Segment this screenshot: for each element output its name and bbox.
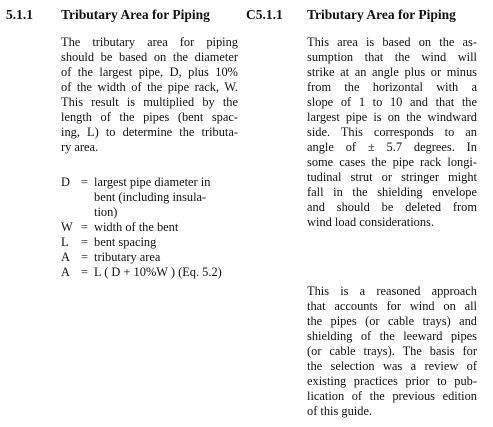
commentary-title: Tributary Area for Piping	[307, 7, 456, 22]
commentary-paragraph-2	[307, 284, 477, 419]
definition-line: tributary area	[94, 250, 161, 264]
definition-line: width of the bent	[94, 220, 179, 234]
definition-equals: =	[81, 235, 88, 249]
paragraph-line: side. This corresponds to an	[307, 125, 477, 139]
paragraph-line: ry area.	[61, 140, 99, 154]
definition-equals: =	[81, 220, 88, 234]
definition-equals: =	[81, 175, 88, 189]
paragraph-line: of the largest pipe, D, plus 10%	[61, 65, 238, 79]
equation-text	[94, 265, 246, 280]
definition-line: largest pipe diameter in	[94, 175, 211, 189]
paragraph-line: and should be deleted from	[307, 200, 477, 214]
definition-item	[61, 175, 246, 220]
paragraph-line: the pipes (or cable trays) and	[307, 314, 477, 328]
definitions-list	[61, 175, 246, 280]
paragraph-line: sumption that the wind will	[307, 50, 477, 64]
definition-text	[94, 250, 246, 265]
paragraph-line: that accounts for wind on all	[307, 299, 477, 313]
paragraph-line: of the width of the pipe rack, W.	[61, 80, 238, 94]
paragraph-line: should be based on the diameter	[61, 50, 238, 64]
paragraph-line: shielding of the leeward pipes	[307, 329, 477, 343]
definition-line: tion)	[94, 205, 118, 219]
paragraph-line: slope of 1 to 10 and that the	[307, 95, 477, 109]
definition-item	[61, 250, 246, 265]
definition-symbol: L	[61, 235, 69, 249]
definition-line: bent spacing	[94, 235, 157, 249]
definition-symbol: D	[61, 175, 70, 189]
equation-line: L ( D + 10%W ) (Eq. 5.2)	[94, 265, 222, 279]
paragraph-line: length of the pipes (bent spac-	[61, 110, 238, 124]
definition-text	[94, 235, 246, 250]
commentary-number: C5.1.1	[246, 7, 283, 22]
paragraph-line: lication of the previous edition	[307, 389, 477, 403]
paragraph-line: angle of ± 5.7 degrees. In	[307, 140, 477, 154]
paragraph-line: fall in the shielding envelope	[307, 185, 477, 199]
section-number: 5.1.1	[6, 7, 33, 22]
section-paragraph	[61, 35, 238, 155]
paragraph-line: existing practices prior to pub-	[307, 374, 477, 388]
paragraph-line: tudinal strut or stringer might	[307, 170, 477, 184]
paragraph-line: the selection was a review of	[307, 359, 477, 373]
paragraph-line: The tributary area for piping	[61, 35, 238, 49]
paragraph-line: This is a reasoned approach	[307, 284, 477, 298]
section-title: Tributary Area for Piping	[61, 7, 210, 22]
definition-text	[94, 175, 246, 220]
definition-symbol: A	[61, 265, 70, 279]
definition-item	[61, 220, 246, 235]
paragraph-line: ing, L) to determine the tributa-	[61, 125, 238, 139]
paragraph-line: This result is multiplied by the	[61, 95, 238, 109]
definition-equals: =	[81, 250, 88, 264]
definition-equals: =	[81, 265, 88, 279]
paragraph-line: from the horizontal with a	[307, 80, 477, 94]
paragraph-line: wind load considerations.	[307, 215, 434, 229]
definition-item	[61, 235, 246, 250]
definition-symbol: A	[61, 250, 70, 264]
paragraph-line: strike at an angle plus or minus	[307, 65, 477, 79]
paragraph-line: (or cable trays). The basis for	[307, 344, 477, 358]
commentary-paragraph-1	[307, 35, 477, 230]
paragraph-line: of this guide.	[307, 404, 373, 418]
definition-line: bent (including insula-	[94, 190, 207, 204]
equation-item	[61, 265, 246, 280]
paragraph-line: largest pipe is on the windward	[307, 110, 477, 124]
definition-text	[94, 220, 246, 235]
definition-symbol: W	[61, 220, 73, 234]
paragraph-line: some cases the pipe rack longi-	[307, 155, 477, 169]
paragraph-line: This area is based on the as-	[307, 35, 477, 49]
